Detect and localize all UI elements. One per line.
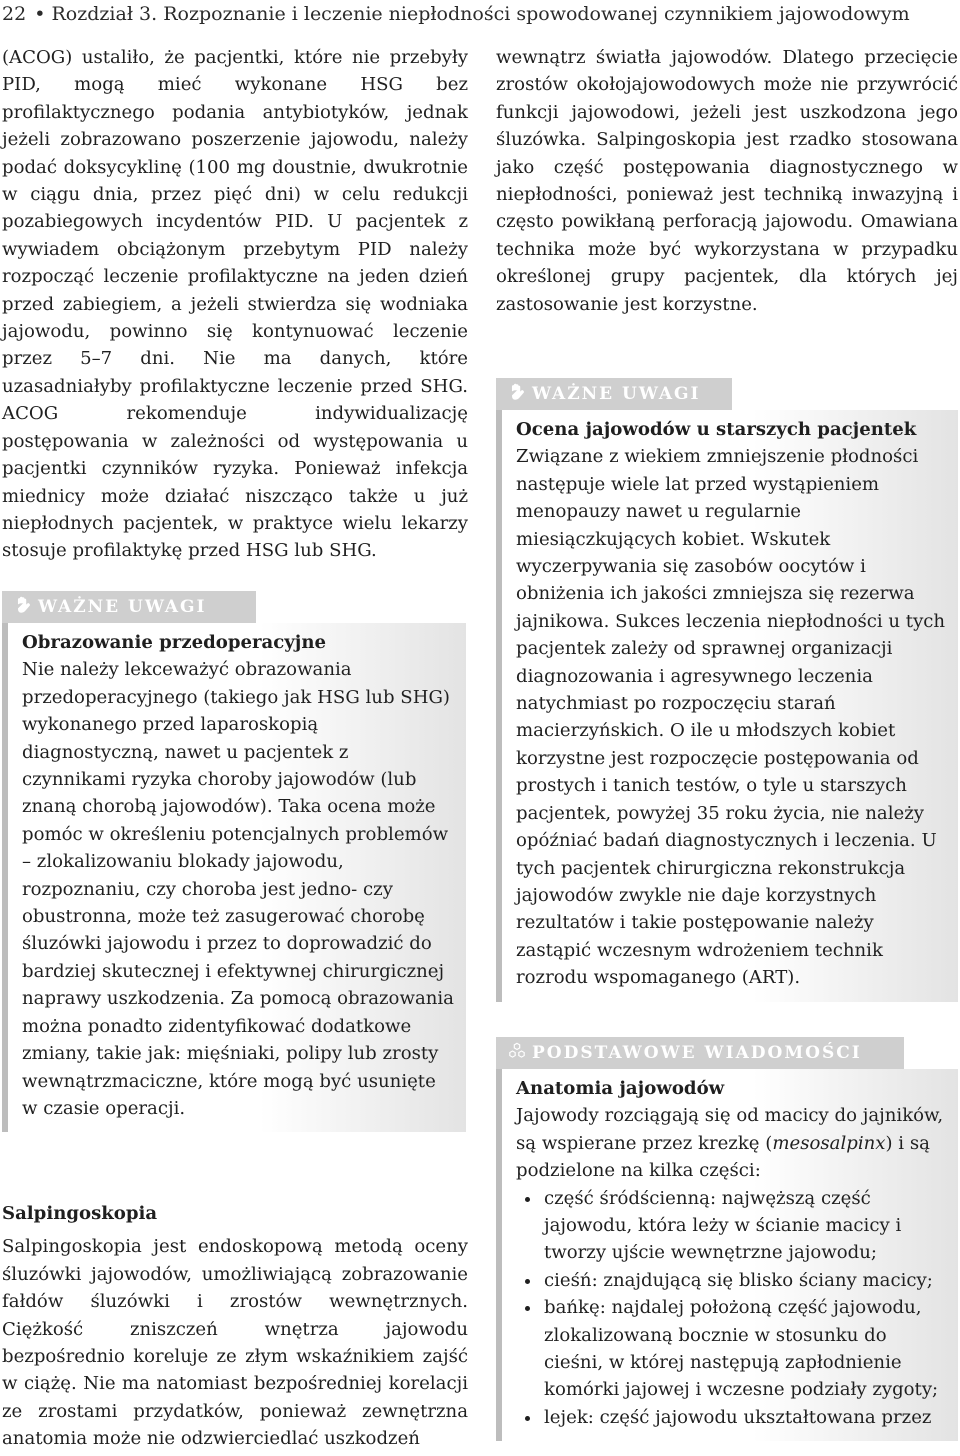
running-header: [2, 2, 958, 26]
note-box-title: Obrazowanie przedoperacyjne: [22, 632, 327, 653]
molecule-icon: [508, 1042, 526, 1060]
note-box-tab-label: WAŻNE UWAGI: [532, 384, 701, 404]
section-text: Salpingoskopia jest endoskopową metodą oceny śluzówki jajowodów, umożliwiającą zobrazowanie fałdów śluzówki i zrostów wewnętrznych. Ciężkość zniszczeń wnętrza jajowodu bezpośrednio koreluje ze złym wskaźnikiem zajść w ciążę. Nie ma natomiast bezpośredniej korelacji ze zrostami przydatków, ponieważ zewnętrzna anatomia może nie odzwierciedlać uszkodzeń: [2, 1236, 468, 1450]
body-paragraph: (ACOG) ustaliło, że pacjentki, które nie przebyły PID, mogą mieć wykonane HSG bez profilaktycznego podania antybiotyków, jednak jeżeli zobrazowano poszerzenie jajowodu, należy podać doksycyklinę (100 mg doustnie, dwukrotnie w ciągu dnia, przez pięć dni) w celu redukcji pozabiegowych incydentów PID. U pacjentek z wywiadem obciążonym przebytym PID należy rozpocząć leczenie profilaktyczne na jeden dzień przed zabiegiem, a jeżeli stwierdza się wodniaka jajowodu, powinno się kontynuować leczenie przez 5–7 dni. Nie ma danych, które uzasadniałyby profilaktyczne leczenie przed SHG. ACOG rekomenduje indywidualizację postępowania w zależności od występowania u pacjentki czynników ryzyka. Ponieważ infekcja miednicy może działać niszcząco także u już niepłodnych pacjentek, w praktyce wielu lekarzy stosuje profilaktykę przed HSG lub SHG.: [2, 47, 468, 562]
list-item: • część śródścienną: najwęższą część jajowodu, która leży w ścianie macicy i tworzy ujście wewnętrzne jajowodu;: [542, 1185, 948, 1267]
body-paragraph: wewnątrz światła jajowodów. Dlatego przecięcie zrostów okołojajowodowych może nie przywrócić funkcji jajowodowi, jeżeli jest uszkodzona jego śluzówka. Salpingoskopia jest rzadko stosowana jako część postępowania diagnostycznego w niepłodności, ponieważ jest techniką inwazyjną i często powikłaną perforacją jajowodu. Omawiana technika może być wykorzystana w przypadku określonej grupy pacjentek, dla których jej zastosowanie jest korzystne.: [496, 47, 958, 315]
note-box-preoperative-imaging: [2, 591, 466, 1132]
note-box-tab-label: WAŻNE UWAGI: [38, 597, 207, 617]
header-separator: •: [34, 3, 46, 25]
list-item: • lejek: część jajowodu ukształtowana przez: [542, 1404, 948, 1431]
note-box-text: Związane z wiekiem zmniejszenie płodności następuje wiele lat przed wystąpieniem menopauzy nawet u regularnie miesiączkujących kobiet. Wskutek wyczerpywania się zasobów oocytów i obniżenia ich jakości zmniejsza się rezerwa jajnikowa. Sukces leczenia niepłodności u tych pacjentek zależy od sprawnej organizacji diagnozowania i agresywnego leczenia natychmiast po rozpoczęciu starań macierzyńskich. O ile u młodszych kobiet korzystne jest rozpoczęcie postępowania od prostych i tanich testów, o tyle u starszych pacjentek, powyżej 35 roku życia, nie należy opóźniać badań diagnostycznych i leczenia. U tych pacjentek chirurgiczna rekonstrukcja jajowodów zwykle nie daje korzystnych rezultatów i takie postępowanie należy zastąpić wczesnym wdrożeniem technik rozrodu wspomaganego (ART).: [516, 446, 946, 989]
list-item: • cieśń: znajdującą się blisko ściany macicy;: [542, 1267, 948, 1294]
basics-box-body: [496, 1069, 958, 1441]
basics-box-tab: [496, 1037, 904, 1069]
note-box-body: [496, 410, 958, 1002]
intro-latin-term: mesosalpinx: [772, 1132, 886, 1154]
note-box-older-patients: [496, 378, 958, 1002]
basics-box-tube-anatomy: [496, 1037, 958, 1456]
note-box-text: Nie należy lekceważyć obrazowania przedoperacyjnego (takiego jak HSG lub SHG) wykonanego przed laparoskopią diagnostyczną, nawet u pacjentek z czynnikami ryzyka choroby jajowodów (lub znaną chorobą jajowodów). Taka ocena może pomóc w określeniu potencjalnych problemów – zlokalizowaniu blokady jajowodu, rozpoznaniu, czy choroba jest jedno- czy obustronna, może też zasugerować chorobę śluzówki jajowodu i przez to doprowadzić do bardziej skutecznej i efektywnej chirurgicznej naprawy uszkodzenia. Za pomocą obrazowania można ponadto zidentyfikować dodatkowe zmiany, takie jak: mięśniaki, polipy lub zrosty wewnątrzmaciczne, które mogą być usunięte w czasie operacji.: [22, 659, 454, 1119]
hand-icon: [508, 383, 526, 401]
basics-box-tab-label: PODSTAWOWE WIADOMOŚCI: [532, 1043, 862, 1063]
note-box-tab: [496, 378, 732, 410]
list-item: • bańkę: najdalej położoną część jajowodu, zlokalizowaną bocznie w stosunku do cieśni, w której następują zapłodnienie komórki jajowej i wczesne podziały zygoty;: [542, 1294, 948, 1404]
left-column: [2, 44, 468, 565]
note-box-body: [2, 623, 466, 1132]
intro-text-before: Jajowody rozciągają się od macicy do jajników, są wspierane przez krezkę (: [516, 1105, 944, 1154]
chapter-title: Rozpoznanie i leczenie niepłodności spowodowanej czynnikiem jajowodowym: [163, 3, 910, 25]
basics-box-intro: [516, 1102, 948, 1184]
intro-text-after: ) i są podzielone na kilka części:: [516, 1132, 930, 1182]
tube-parts-list: [516, 1185, 948, 1432]
hand-icon: [14, 596, 32, 614]
section-heading: Salpingoskopia: [2, 1203, 158, 1224]
right-column: [496, 44, 958, 318]
page-number: 22: [2, 3, 27, 25]
basics-box-title: Anatomia jajowodów: [516, 1078, 725, 1099]
note-box-title: Ocena jajowodów u starszych pacjentek: [516, 419, 917, 440]
chapter-label: Rozdział 3.: [51, 3, 158, 25]
note-box-tab: [2, 591, 256, 623]
salpingoscopy-section: [2, 1200, 468, 1453]
